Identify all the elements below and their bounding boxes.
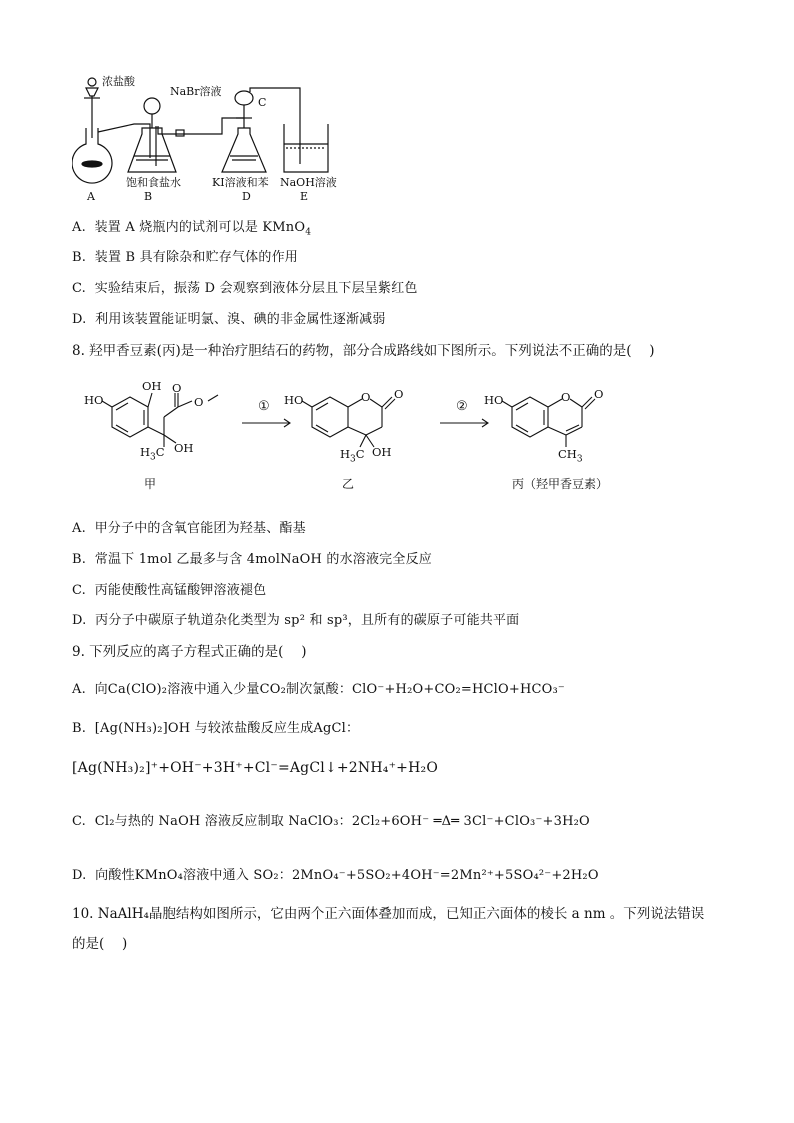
- q9-stem: 9. 下列反应的离子方程式正确的是( ): [72, 644, 307, 660]
- q10-stem-line2: 的是( ): [72, 936, 128, 952]
- q9-option-a: A. 向Ca(ClO)₂溶液中通入少量CO₂制次氯酸：ClO⁻+H₂O+CO₂=HClO+HCO₃⁻: [72, 682, 565, 697]
- atom-o-bing-carbonyl: O: [594, 387, 604, 401]
- label-c: C: [258, 96, 267, 109]
- atom-o-yi-ring: O: [361, 390, 371, 404]
- q8-option-d: D. 丙分子中碳原子轨道杂化类型为 sp² 和 sp³，且所有的碳原子可能共平面: [72, 613, 520, 628]
- q9-option-b: B. [Ag(NH₃)₂]OH 与较浓盐酸反应生成AgCl：: [72, 721, 360, 736]
- label-e: E: [300, 190, 309, 203]
- atom-o-bing-ring: O: [561, 390, 571, 404]
- label-d: D: [242, 190, 251, 203]
- label-a: A: [87, 190, 95, 203]
- atom-oh-jia-top: OH: [142, 379, 162, 393]
- q7-option-d: D. 利用该装置能证明氯、溴、碘的非金属性逐渐减弱: [72, 312, 386, 327]
- step-2-marker: ②: [456, 399, 468, 414]
- q8-stem: 8. 羟甲香豆素(丙)是一种治疗胆结石的药物，部分合成路线如下图所示。下列说法不正确的是( ): [72, 343, 655, 359]
- compound-yi-name: 乙: [342, 477, 355, 491]
- atom-ho-jia: HO: [84, 393, 104, 407]
- label-conc-hcl: 浓盐酸: [102, 75, 135, 88]
- atom-oh-jia: OH: [174, 441, 194, 455]
- q7-option-c: C. 实验结束后，振荡 D 会观察到液体分层且下层呈紫红色: [72, 281, 418, 296]
- compound-bing-name: 丙（羟甲香豆素）: [512, 477, 609, 491]
- label-nabr: NaBr溶液: [170, 85, 222, 98]
- label-e-solution: NaOH溶液: [280, 176, 337, 189]
- q9-option-c: C. Cl₂与热的 NaOH 溶液反应制取 NaClO₃：2Cl₂+6OH⁻ ═Δ═ 3Cl⁻+ClO₃⁻+3H₂O: [72, 814, 590, 829]
- compound-jia-name: 甲: [144, 477, 157, 491]
- atom-oh-yi: OH: [372, 445, 392, 459]
- atom-ho-yi: HO: [284, 393, 304, 407]
- q8-option-a: A. 甲分子中的含氧官能团为羟基、酯基: [72, 521, 306, 536]
- atom-ho-bing: HO: [484, 393, 504, 407]
- q7-option-a: A. 装置 A 烧瓶内的试剂可以是 KMnO$_4$: [72, 220, 312, 238]
- label-d-solution: KI溶液和苯: [212, 176, 269, 189]
- atom-h3c-jia: $H_3C$: [140, 445, 165, 463]
- atom-o-jia-carbonyl: O: [172, 381, 182, 395]
- q8-reaction-scheme: [80, 375, 640, 495]
- atom-o-jia-ester: O: [194, 395, 204, 409]
- q10-stem-line1: 10. NaAlH₄晶胞结构如图所示，它由两个正六面体叠加而成，已知正六面体的棱长 a nm 。下列说法错误: [72, 906, 705, 922]
- atom-h3c-yi: $H_3C$: [340, 447, 365, 465]
- q8-option-b: B. 常温下 1mol 乙最多与含 4molNaOH 的水溶液完全反应: [72, 552, 432, 567]
- atom-ch3-bing: $CH_3$: [558, 447, 583, 465]
- q8-option-c: C. 丙能使酸性高锰酸钾溶液褪色: [72, 583, 267, 598]
- label-b-solution: 饱和食盐水: [126, 176, 181, 189]
- q7-option-b: B. 装置 B 具有除杂和贮存气体的作用: [72, 250, 298, 265]
- step-1-marker: ①: [258, 399, 270, 414]
- atom-o-yi-carbonyl: O: [394, 387, 404, 401]
- apparatus-figure: [72, 68, 352, 204]
- q9-option-d: D. 向酸性KMnO₄溶液中通入 SO₂：2MnO₄⁻+5SO₂+4OH⁻=2Mn²⁺+5SO₄²⁻+2H₂O: [72, 868, 599, 883]
- q9-option-b-equation: [Ag(NH₃)₂]⁺+OH⁻+3H⁺+Cl⁻=AgCl↓+2NH₄⁺+H₂O: [72, 760, 438, 776]
- label-b: B: [144, 190, 153, 203]
